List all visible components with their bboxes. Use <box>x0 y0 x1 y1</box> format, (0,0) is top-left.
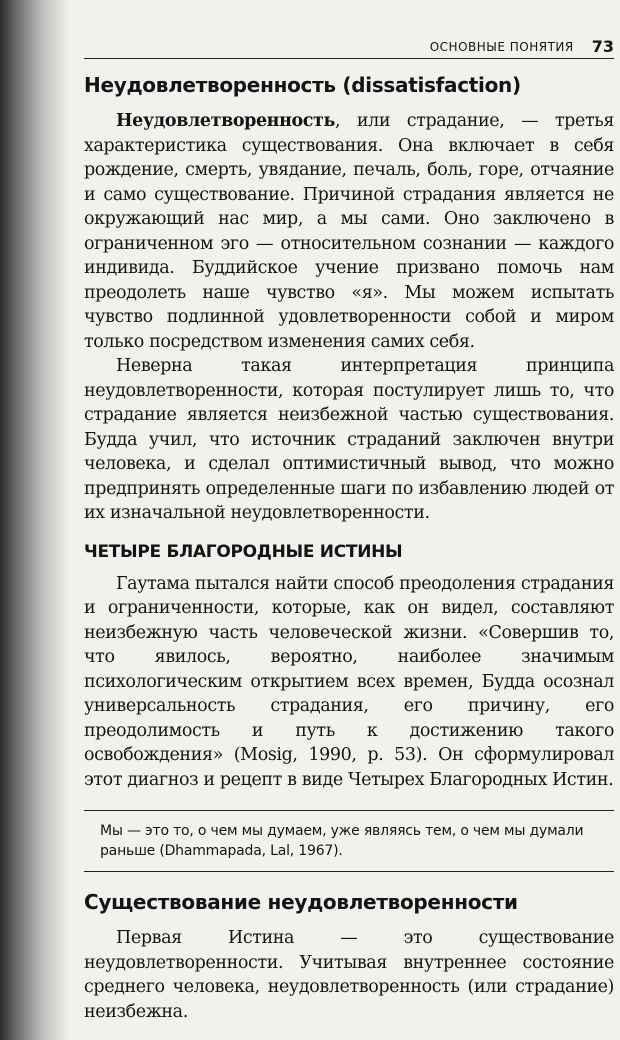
paragraph-text: Гаутама пытался найти способ преодоления страдания и ограниченности, которые, как он видел, составляют неизбежную часть человеческой жизни. «Совершив то, что явилось, вероятно, наиболее значимым психологическим открытием всех времен, Будда осознал универсальность страдания, его причину, его преодолимость и путь к достижению такого освобождения» (Mosig, 1990, p. 53). Он сформулировал этот диагноз и рецепт в виде Четырех Благородных Истин. <box>84 573 614 790</box>
paragraph <box>84 572 614 793</box>
quote-text: Мы — это то, о чем мы думаем, уже являясь тем, о чем мы думали раньше (Dhammapada, Lal, 1967). <box>100 823 584 859</box>
book-page <box>72 30 614 1024</box>
paragraph <box>84 354 614 526</box>
section-title-dissatisfaction: Неудовлетворенность (dissatisfaction) <box>84 73 521 97</box>
paragraph <box>84 109 614 354</box>
paragraph-text: Первая Истина — это существование неудовлетворенности. Учитывая внутреннее состояние среднего человека, неудовлетворенность (или страдание) неизбежна. <box>84 928 614 1022</box>
page-number: 73 <box>591 37 614 56</box>
paragraph-text: Неверна такая интерпретация принципа неудовлетворенности, которая постулирует лишь то, что страдание является неизбежной частью существования. Будда учил, что источник страданий заключен внутри человека, и сделал оптимистичный вывод, что можно предпринять определенные шаги по избавлению людей от их изначальной неудовлетворенности. <box>84 356 614 523</box>
binding-shadow <box>0 0 70 1040</box>
paragraph <box>84 926 614 1024</box>
section-title-four-noble-truths: ЧЕТЫРЕ БЛАГОРОДНЫЕ ИСТИНЫ <box>84 541 403 562</box>
paragraph-text: , или страдание, — третья характеристика существования. Она включает в себя рождение, смерть, увядание, печаль, боль, горе, отчаяние и само существование. Причиной страдания является не окружающий нас мир, а мы сами. Оно заключено в ограниченном эго — относительном сознании — каждого индивида. Буддийское учение призвано помочь нам преодолеть наше чувство «я». Мы можем испытать чувство подлинной удовлетворенности собой и миром только посредством изменения самих себя. <box>84 111 614 352</box>
paragraph-lead-term: Неудовлетворенность <box>116 111 335 131</box>
running-head <box>84 30 614 59</box>
quote-box <box>84 810 614 872</box>
section-title-existence-of-dissatisfaction: Существование неудовлетворенности <box>84 890 518 914</box>
running-head-section: ОСНОВНЫЕ ПОНЯТИЯ <box>429 40 574 54</box>
